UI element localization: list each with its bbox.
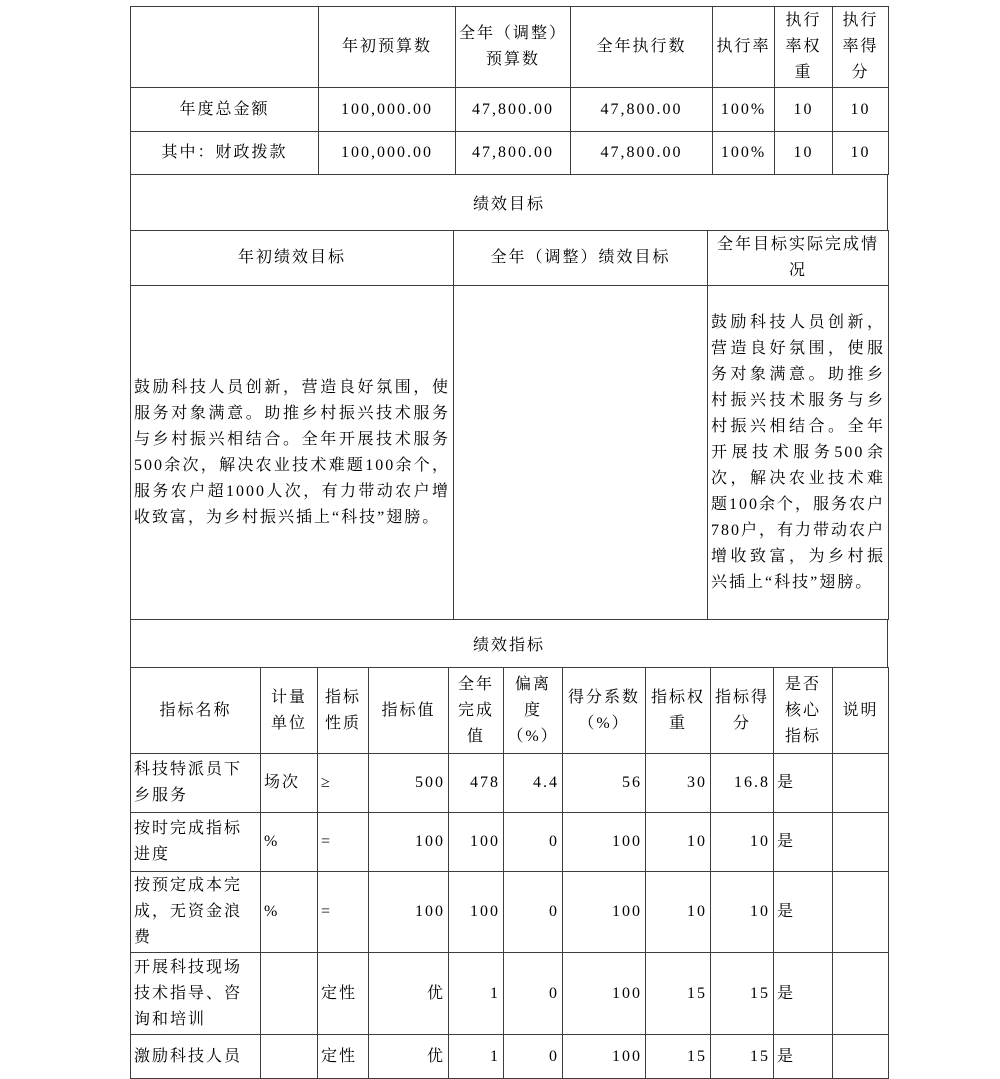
actual-completion-text: 鼓励科技人员创新，营造良好氛围，使服务对象满意。助推乡村振兴技术服务与乡村振兴相结合。全年开展技术服务500余次，解决农业技术难题100余个，服务农户780户，有力带动农户增收致富，为乡村振兴插上“科技”翅膀。 — [708, 286, 889, 620]
indicator-deviation: 0 — [504, 813, 563, 872]
adjusted-budget-value: 47,800.00 — [456, 88, 571, 132]
rate-score-value: 10 — [833, 88, 889, 132]
row-label: 年度总金额 — [131, 88, 319, 132]
indicator-target: 优 — [369, 1035, 449, 1079]
performance-goals-table — [130, 230, 889, 620]
indicator-unit: % — [261, 813, 318, 872]
indicator-row — [131, 754, 889, 813]
rate-score-value: 10 — [833, 132, 889, 175]
indicator-target: 优 — [369, 953, 449, 1035]
adjusted-budget-value: 47,800.00 — [456, 132, 571, 175]
budget-header-row — [131, 7, 889, 88]
indicator-score: 10 — [711, 813, 774, 872]
goals-header-actual: 全年目标实际完成情况 — [708, 231, 889, 286]
indicator-deviation: 0 — [504, 872, 563, 953]
indicator-name: 激励科技人员 — [131, 1035, 261, 1079]
indicator-core: 是 — [774, 872, 833, 953]
indicator-weight: 30 — [646, 754, 711, 813]
header-indicator-name: 指标名称 — [131, 668, 261, 754]
indicator-completed: 1 — [449, 1035, 504, 1079]
indicator-core: 是 — [774, 754, 833, 813]
indicator-row — [131, 872, 889, 953]
indicator-score: 16.8 — [711, 754, 774, 813]
budget-header-blank — [131, 7, 319, 88]
indicator-nature: = — [318, 813, 369, 872]
indicator-note — [833, 872, 889, 953]
goals-content-row — [131, 286, 889, 620]
header-completed-value: 全年完成值 — [449, 668, 504, 754]
indicator-weight: 15 — [646, 1035, 711, 1079]
annual-budget-value: 100,000.00 — [319, 132, 456, 175]
indicator-score: 10 — [711, 872, 774, 953]
indicator-row — [131, 953, 889, 1035]
budget-header-rate-weight: 执行率权重 — [775, 7, 833, 88]
row-label: 其中：财政拨款 — [131, 132, 319, 175]
header-target-value: 指标值 — [369, 668, 449, 754]
indicator-core: 是 — [774, 813, 833, 872]
budget-row-fiscal — [131, 132, 889, 175]
indicator-name: 按时完成指标进度 — [131, 813, 261, 872]
indicator-coefficient: 100 — [563, 1035, 646, 1079]
indicator-name: 开展科技现场技术指导、咨询和培训 — [131, 953, 261, 1035]
indicator-weight: 10 — [646, 872, 711, 953]
performance-indicators-table — [130, 667, 889, 1079]
header-nature: 指标性质 — [318, 668, 369, 754]
initial-goal-text: 鼓励科技人员创新，营造良好氛围，使服务对象满意。助推乡村振兴技术服务与乡村振兴相结合。全年开展技术服务500余次，解决农业技术难题100余个，服务农户超1000人次，有力带动农户增收致富，为乡村振兴插上“科技”翅膀。 — [131, 286, 454, 620]
budget-header-adjusted: 全年（调整）预算数 — [456, 7, 571, 88]
indicator-unit: % — [261, 872, 318, 953]
rate-value: 100% — [713, 132, 775, 175]
header-note: 说明 — [833, 668, 889, 754]
indicator-completed: 478 — [449, 754, 504, 813]
indicator-note — [833, 1035, 889, 1079]
performance-indicators-section-title: 绩效指标 — [130, 619, 888, 668]
indicator-coefficient: 100 — [563, 813, 646, 872]
goals-header-adjusted: 全年（调整）绩效目标 — [454, 231, 708, 286]
goals-header-row — [131, 231, 889, 286]
indicator-unit — [261, 1035, 318, 1079]
budget-header-rate-score: 执行率得分 — [833, 7, 889, 88]
indicator-unit — [261, 953, 318, 1035]
header-deviation: 偏离度（%） — [504, 668, 563, 754]
indicator-score: 15 — [711, 1035, 774, 1079]
indicator-unit: 场次 — [261, 754, 318, 813]
indicator-name: 科技特派员下乡服务 — [131, 754, 261, 813]
indicators-header-row — [131, 668, 889, 754]
header-score: 指标得分 — [711, 668, 774, 754]
indicator-completed: 1 — [449, 953, 504, 1035]
rate-weight-value: 10 — [775, 88, 833, 132]
indicator-note — [833, 754, 889, 813]
indicator-score: 15 — [711, 953, 774, 1035]
performance-goals-section-title: 绩效目标 — [130, 174, 888, 231]
annual-budget-value: 100,000.00 — [319, 88, 456, 132]
header-unit: 计量单位 — [261, 668, 318, 754]
budget-header-executed: 全年执行数 — [571, 7, 713, 88]
indicator-name: 按预定成本完成，无资金浪费 — [131, 872, 261, 953]
indicator-completed: 100 — [449, 872, 504, 953]
adjusted-goal-text — [454, 286, 708, 620]
executed-value: 47,800.00 — [571, 88, 713, 132]
budget-header-annual: 年初预算数 — [319, 7, 456, 88]
indicator-row — [131, 813, 889, 872]
indicator-target: 100 — [369, 813, 449, 872]
indicator-nature: ≥ — [318, 754, 369, 813]
indicator-coefficient: 56 — [563, 754, 646, 813]
rate-value: 100% — [713, 88, 775, 132]
budget-execution-table — [130, 6, 889, 175]
indicator-deviation: 4.4 — [504, 754, 563, 813]
header-score-coefficient: 得分系数（%） — [563, 668, 646, 754]
header-core-indicator: 是否核心指标 — [774, 668, 833, 754]
indicator-completed: 100 — [449, 813, 504, 872]
executed-value: 47,800.00 — [571, 132, 713, 175]
indicator-coefficient: 100 — [563, 872, 646, 953]
indicator-note — [833, 813, 889, 872]
indicator-target: 100 — [369, 872, 449, 953]
header-weight: 指标权重 — [646, 668, 711, 754]
indicator-nature: 定性 — [318, 953, 369, 1035]
indicator-coefficient: 100 — [563, 953, 646, 1035]
indicator-nature: 定性 — [318, 1035, 369, 1079]
indicator-nature: = — [318, 872, 369, 953]
indicator-row — [131, 1035, 889, 1079]
rate-weight-value: 10 — [775, 132, 833, 175]
budget-row-total — [131, 88, 889, 132]
indicator-deviation: 0 — [504, 953, 563, 1035]
indicator-core: 是 — [774, 953, 833, 1035]
indicator-deviation: 0 — [504, 1035, 563, 1079]
indicator-core: 是 — [774, 1035, 833, 1079]
indicator-target: 500 — [369, 754, 449, 813]
indicator-weight: 15 — [646, 953, 711, 1035]
budget-header-rate: 执行率 — [713, 7, 775, 88]
indicator-note — [833, 953, 889, 1035]
goals-header-initial: 年初绩效目标 — [131, 231, 454, 286]
indicator-weight: 10 — [646, 813, 711, 872]
performance-report — [130, 6, 888, 1079]
